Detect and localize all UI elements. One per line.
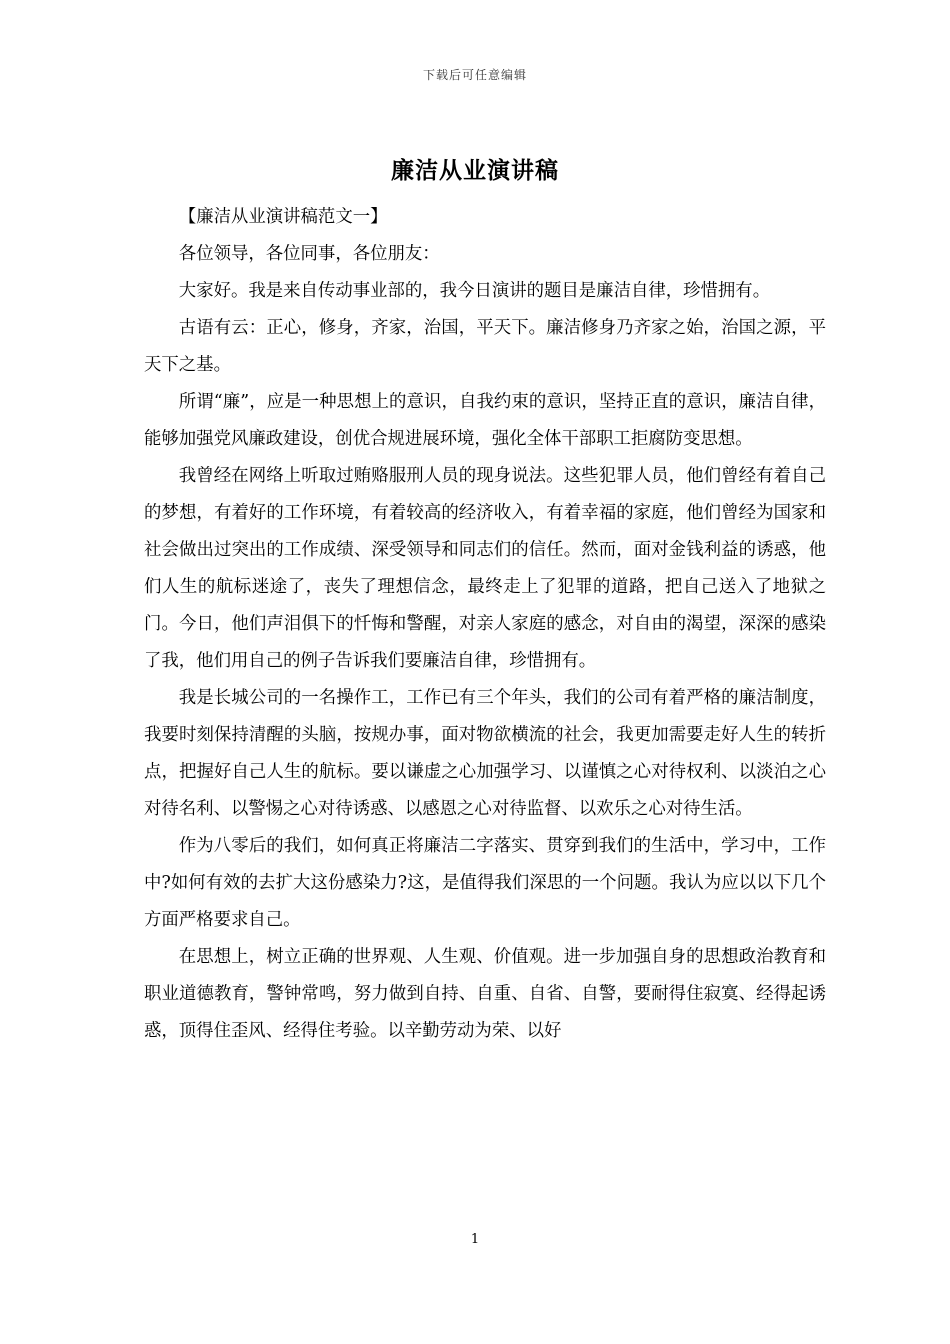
salutation: 各位领导，各位同事，各位朋友： bbox=[178, 244, 440, 264]
paragraph: 作为八零后的我们，如何真正将廉洁二字落实、贯穿到我们的生活中，学习中，工作中?如何有效的去扩大这份感染力?这，是值得我们深思的一个问题。我认为应以以下几个方面严格要求自己。 bbox=[144, 836, 826, 930]
paragraph: 所谓“廉”，应是一种思想上的意识，自我约束的意识，坚持正直的意识，廉洁自律，能够加强党风廉政建设，创优合规进展环境，强化全体干部职工拒腐防变思想。 bbox=[144, 392, 826, 449]
section-heading: 【廉洁从业演讲稿范文一】 bbox=[178, 207, 388, 227]
header-note: 下载后可任意编辑 bbox=[422, 68, 527, 82]
paragraph: 我曾经在网络上听取过贿赂服刑人员的现身说法。这些犯罪人员，他们曾经有着自己的梦想，有着好的工作环境，有着较高的经济收入，有着幸福的家庭，他们曾经为国家和社会做出过突出的工作成绩、深受领导和同志们的信任。然而，面对金钱利益的诱惑，他们人生的航标迷途了，丧失了理想信念，最终走上了犯罪的道路，把自己送入了地狱之门。今日，他们声泪俱下的忏悔和警醒，对亲人家庭的感念，对自由的渴望，深深的感染了我，他们用自己的例子告诉我们要廉洁自律，珍惜拥有。 bbox=[144, 466, 826, 671]
page-number: 1 bbox=[470, 1232, 480, 1247]
paragraph: 大家好。我是来自传动事业部的，我今日演讲的题目是廉洁自律，珍惜拥有。 bbox=[178, 281, 771, 301]
paragraph: 我是长城公司的一名操作工，工作已有三个年头，我们的公司有着严格的廉洁制度，我要时刻保持清醒的头脑，按规办事，面对物欲横流的社会，我更加需要走好人生的转折点，把握好自己人生的航标。要以谦虚之心加强学习、以谨慎之心对待权利、以淡泊之心对待名利、以警惕之心对待诱惑、以感恩之心对待监督、以欢乐之心对待生活。 bbox=[144, 688, 826, 819]
document-title: 廉洁从业演讲稿 bbox=[391, 157, 559, 184]
paragraph: 在思想上，树立正确的世界观、人生观、价值观。进一步加强自身的思想政治教育和职业道德教育，警钟常鸣，努力做到自持、自重、自省、自警，要耐得住寂寞、经得起诱惑，顶得住歪风、经得住考验。以辛勤劳动为荣、以好 bbox=[144, 947, 826, 1041]
document-body bbox=[144, 199, 826, 1050]
paragraph: 古语有云：正心，修身，齐家，治国，平天下。廉洁修身乃齐家之始，治国之源，平天下之基。 bbox=[144, 318, 826, 375]
